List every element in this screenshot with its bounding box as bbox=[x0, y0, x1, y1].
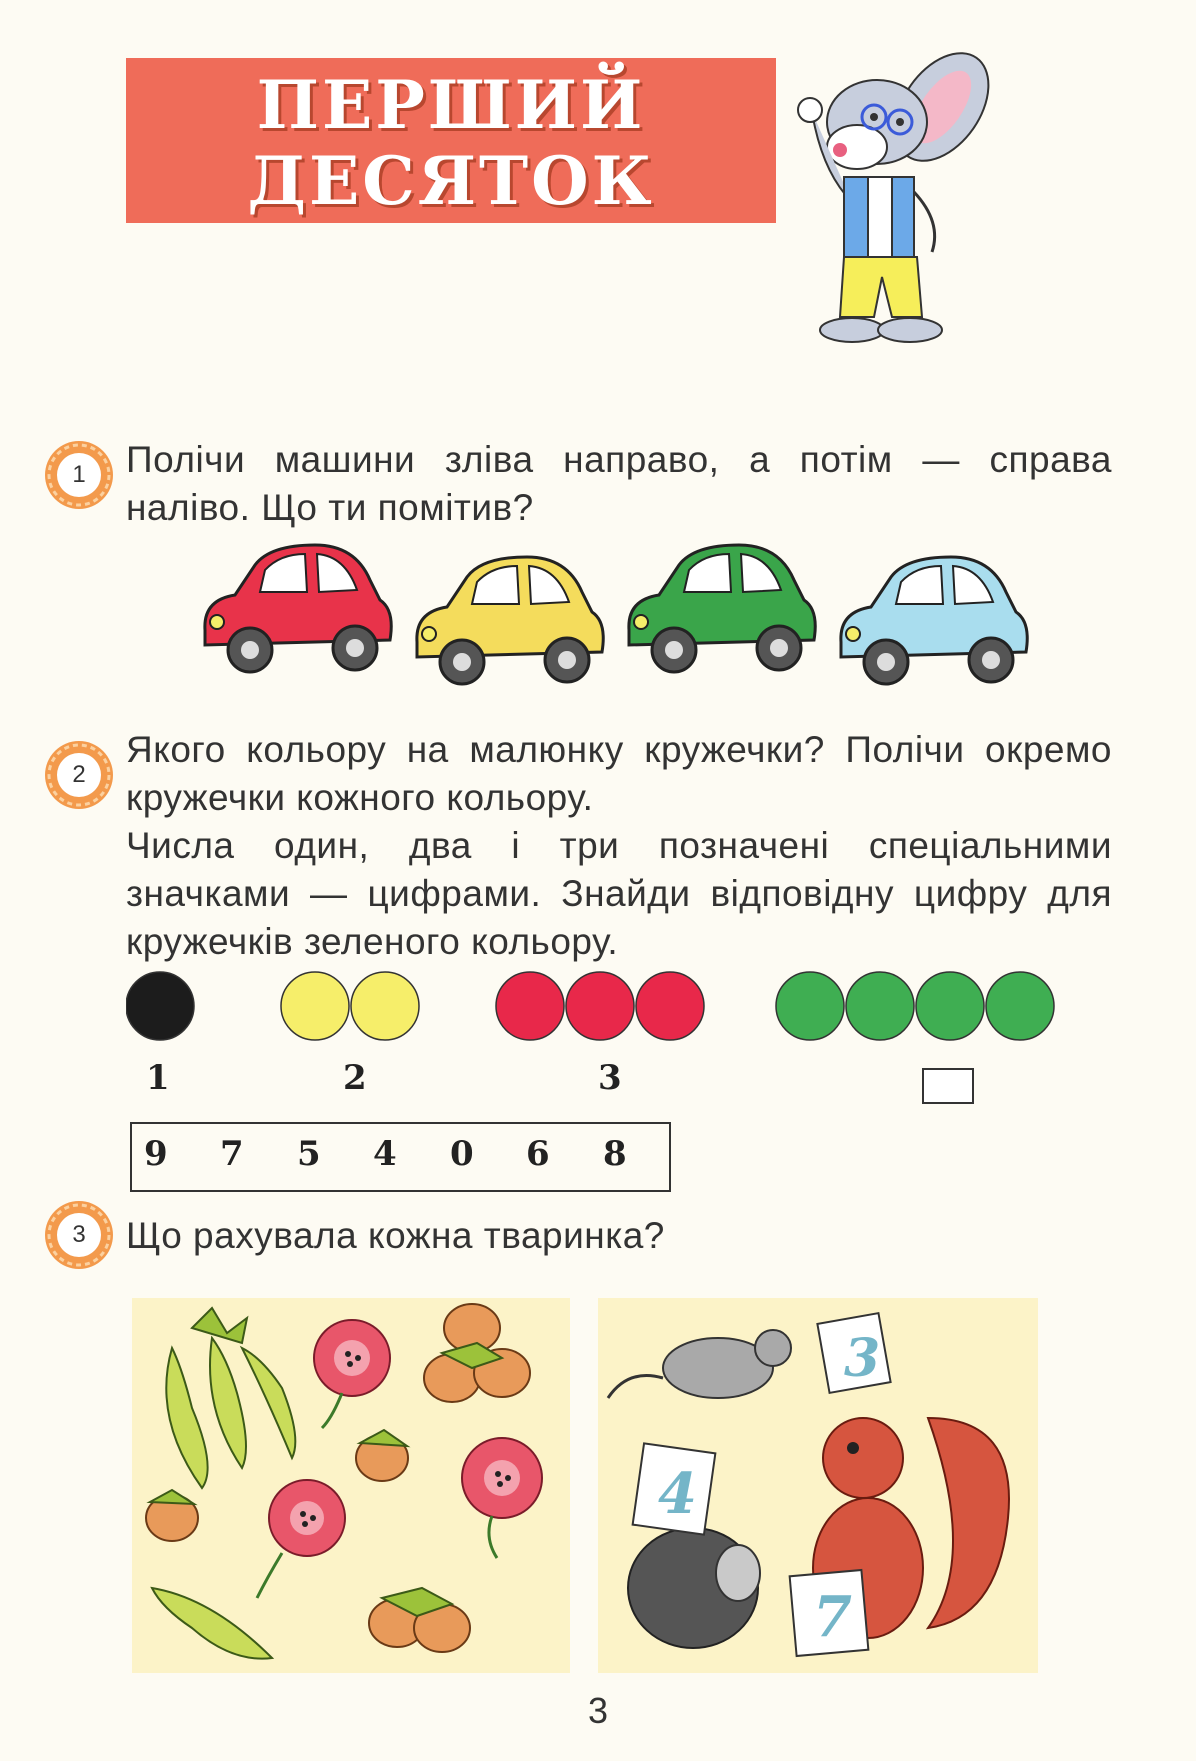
hazelnut-icon bbox=[369, 1588, 470, 1652]
title-line-1: ПЕРШИЙ bbox=[256, 66, 646, 144]
digit-option[interactable]: 6 bbox=[526, 1134, 550, 1174]
light-blue-car-icon bbox=[841, 557, 1027, 684]
animals-illustration bbox=[598, 1298, 1038, 1673]
task-2-text-1: Якого кольору на малюнку кружечки? Полічи окремо кружечки кожного кольору. bbox=[126, 729, 1112, 818]
plants-panel bbox=[132, 1298, 570, 1673]
circle-mark bbox=[776, 972, 844, 1040]
page-number: 3 bbox=[587, 1690, 609, 1731]
label-one: 1 bbox=[146, 1058, 170, 1098]
title-line-2: ДЕСЯТОК bbox=[247, 142, 655, 220]
digit-option[interactable]: 4 bbox=[373, 1134, 397, 1174]
svg-text:4: 4 bbox=[658, 1461, 697, 1527]
task-1-number: 1 bbox=[72, 461, 86, 488]
circle-mark bbox=[126, 972, 194, 1040]
colored-circles bbox=[126, 968, 1106, 1048]
digit-option[interactable]: 8 bbox=[603, 1134, 627, 1174]
digits-box bbox=[130, 1122, 671, 1192]
plants-illustration bbox=[132, 1298, 570, 1673]
label-two: 2 bbox=[343, 1058, 367, 1098]
svg-text:7: 7 bbox=[813, 1584, 852, 1650]
hazelnut-icon bbox=[146, 1490, 198, 1541]
task-3-text: Що рахувала кожна тваринка? bbox=[126, 1215, 665, 1256]
animals-panel bbox=[598, 1298, 1038, 1673]
svg-text:3: 3 bbox=[844, 1328, 881, 1389]
circle-mark bbox=[566, 972, 634, 1040]
label-three: 3 bbox=[598, 1058, 622, 1098]
digit-option[interactable]: 0 bbox=[450, 1134, 474, 1174]
number-card-4 bbox=[633, 1443, 716, 1534]
digit-option[interactable]: 9 bbox=[144, 1134, 168, 1174]
digit-option[interactable]: 5 bbox=[297, 1134, 321, 1174]
mouse-icon bbox=[608, 1330, 791, 1398]
circle-mark bbox=[986, 972, 1054, 1040]
circle-mark bbox=[916, 972, 984, 1040]
poppy-icon bbox=[314, 1320, 390, 1428]
pea-pod-icon bbox=[152, 1588, 272, 1659]
circle-mark bbox=[496, 972, 564, 1040]
answer-box-green[interactable] bbox=[922, 1068, 974, 1104]
rabbit-mascot-illustration bbox=[782, 52, 1022, 352]
circle-mark bbox=[636, 972, 704, 1040]
task-2-text-2: Числа один, два і три позначені спеціальними значками — цифрами. Знайди відповідну цифру для кружечків зеленого кольору. bbox=[126, 825, 1112, 962]
red-car-icon bbox=[205, 545, 391, 672]
circle-mark bbox=[846, 972, 914, 1040]
poppy-icon bbox=[462, 1438, 542, 1558]
task-1-text: Полічи машини зліва направо, а потім — справа наліво. Що ти помітив? bbox=[126, 439, 1112, 528]
cars-illustration bbox=[195, 540, 1085, 710]
circle-mark bbox=[351, 972, 419, 1040]
hedgehog-icon bbox=[628, 1528, 760, 1648]
title-banner bbox=[126, 58, 776, 223]
digit-option[interactable]: 7 bbox=[220, 1134, 244, 1174]
hazelnut-icon bbox=[356, 1430, 408, 1481]
pea-pod-icon bbox=[166, 1308, 295, 1488]
hazelnut-icon bbox=[424, 1304, 530, 1402]
yellow-car-icon bbox=[417, 557, 603, 684]
number-card-7 bbox=[790, 1570, 869, 1656]
task-2-number: 2 bbox=[72, 761, 86, 788]
task-3-number: 3 bbox=[72, 1221, 86, 1248]
circle-mark bbox=[281, 972, 349, 1040]
green-car-icon bbox=[629, 545, 815, 672]
number-card-3 bbox=[817, 1313, 890, 1393]
poppy-icon bbox=[257, 1480, 345, 1598]
